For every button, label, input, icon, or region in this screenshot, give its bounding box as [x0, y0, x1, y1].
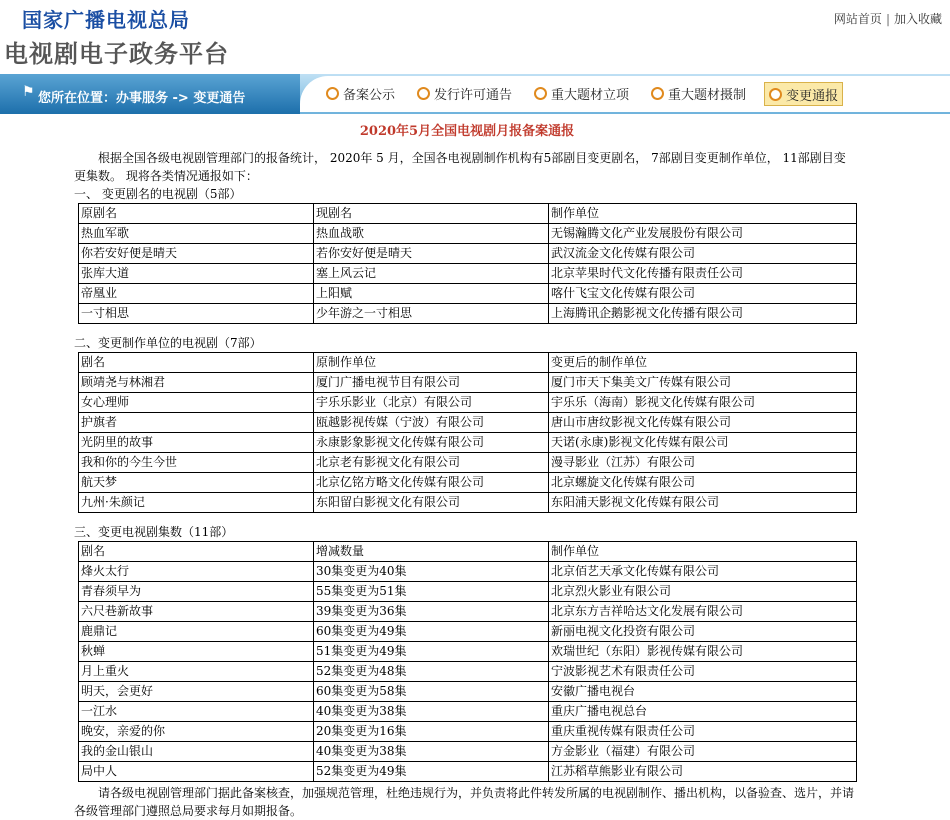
table-cell: 明天，会更好: [79, 682, 314, 702]
table-cell: 烽火太行: [79, 562, 314, 582]
table-cell: 北京佰艺天承文化传媒有限公司: [549, 562, 857, 582]
breadcrumb: [0, 74, 300, 114]
table-cell: 喀什飞宝文化传媒有限公司: [549, 284, 857, 304]
table-cell: 55集变更为51集: [314, 582, 549, 602]
table-cell: 帝凰业: [79, 284, 314, 304]
table-cell: 航天梦: [79, 473, 314, 493]
table-cell: 局中人: [79, 762, 314, 782]
table-cell: 40集变更为38集: [314, 742, 549, 762]
table-cell: 宇乐乐（海南）影视文化传媒有限公司: [549, 393, 857, 413]
table-cell: 护旗者: [79, 413, 314, 433]
table-cell: 张库大道: [79, 264, 314, 284]
table-header-cell: 剧名: [79, 353, 314, 373]
table-cell: 安徽广播电视台: [549, 682, 857, 702]
table-row: [79, 264, 857, 284]
table-cell: 60集变更为49集: [314, 622, 549, 642]
tab-major-project-filming[interactable]: [647, 82, 750, 104]
flag-icon: ⚑: [22, 84, 35, 100]
table-cell: 若你安好便是晴天: [314, 244, 549, 264]
table-cell: 我和你的今生今世: [79, 453, 314, 473]
table-cell: 北京烈火影业有限公司: [549, 582, 857, 602]
table-row: [79, 373, 857, 393]
table-row: [79, 722, 857, 742]
table-cell: 52集变更为49集: [314, 762, 549, 782]
link-separator: |: [885, 12, 890, 26]
table-cell: 东阳浦天影视文化传媒有限公司: [549, 493, 857, 513]
table-row: [79, 304, 857, 324]
table-cell: 少年游之一寸相思: [314, 304, 549, 324]
section-3-title: 三、变更电视剧集数（11部）: [74, 525, 234, 539]
table-cell: 天诺(永康)影视文化传媒有限公司: [549, 433, 857, 453]
table-row: [79, 642, 857, 662]
tab-label: 重大题材立项: [551, 87, 630, 103]
table-header-cell: 制作单位: [549, 542, 857, 562]
site-header: [0, 0, 950, 74]
table-cell: 北京螺旋文化传媒有限公司: [549, 473, 857, 493]
table-cell: 东阳留白影视文化有限公司: [314, 493, 549, 513]
circle-bullet-icon: [417, 87, 430, 100]
episode-change-table: [78, 541, 857, 782]
table-header-cell: 增减数量: [314, 542, 549, 562]
table-cell: 六尺巷新故事: [79, 602, 314, 622]
table-cell: 九州·朱颜记: [79, 493, 314, 513]
table-cell: 晚安，亲爱的你: [79, 722, 314, 742]
table-cell: 52集变更为48集: [314, 662, 549, 682]
platform-title: 电视剧电子政务平台: [4, 40, 229, 68]
table-row: [79, 622, 857, 642]
table-cell: 北京苹果时代文化传播有限责任公司: [549, 264, 857, 284]
table-row: [79, 453, 857, 473]
tab-distribution-license[interactable]: [413, 82, 516, 104]
table-cell: 上阳赋: [314, 284, 549, 304]
location-text: 您所在位置：办事服务 -> 变更通告: [38, 91, 246, 106]
top-links: [834, 10, 942, 27]
circle-bullet-icon: [651, 87, 664, 100]
table-cell: 武汉流金文化传媒有限公司: [549, 244, 857, 264]
table-row: [79, 284, 857, 304]
table-row: [79, 224, 857, 244]
table-cell: 30集变更为40集: [314, 562, 549, 582]
tab-filing-notice[interactable]: [322, 82, 399, 104]
table-cell: 漫寻影业（江苏）有限公司: [549, 453, 857, 473]
table-cell: 鹿鼎记: [79, 622, 314, 642]
table-cell: 39集变更为36集: [314, 602, 549, 622]
table-header-row: [79, 204, 857, 224]
table-cell: 欢瑞世纪（东阳）影视传媒有限公司: [549, 642, 857, 662]
table-cell: 北京老有影视文化有限公司: [314, 453, 549, 473]
table-row: [79, 562, 857, 582]
table-cell: 青春须早为: [79, 582, 314, 602]
table-cell: 唐山市唐纹影视文化传媒有限公司: [549, 413, 857, 433]
table-cell: 热血战歌: [314, 224, 549, 244]
rename-table: [78, 203, 857, 324]
table-cell: 厦门广播电视节目有限公司: [314, 373, 549, 393]
table-cell: 顾靖尧与林湘君: [79, 373, 314, 393]
table-cell: 光阴里的故事: [79, 433, 314, 453]
table-cell: 60集变更为58集: [314, 682, 549, 702]
table-cell: 秋蝉: [79, 642, 314, 662]
table-row: [79, 393, 857, 413]
tab-label: 备案公示: [343, 87, 396, 103]
table-cell: 宇乐乐影业（北京）有限公司: [314, 393, 549, 413]
document-title: 2020年5月全国电视剧月报备案通报: [359, 124, 575, 139]
table-row: [79, 413, 857, 433]
table-cell: 北京东方吉祥哈达文化发展有限公司: [549, 602, 857, 622]
table-header-cell: 现剧名: [314, 204, 549, 224]
add-favorite-link[interactable]: 加入收藏: [893, 12, 942, 26]
home-link[interactable]: 网站首页: [833, 12, 882, 26]
table-cell: 热血军歌: [79, 224, 314, 244]
table-cell: 上海腾讯企鹅影视文化传播有限公司: [549, 304, 857, 324]
table-cell: 重庆重视传媒有限责任公司: [549, 722, 857, 742]
table-row: [79, 762, 857, 782]
table-header-cell: 制作单位: [549, 204, 857, 224]
table-cell: 我的金山银山: [79, 742, 314, 762]
table-row: [79, 602, 857, 622]
nav-bar: [0, 74, 950, 114]
table-cell: 一江水: [79, 702, 314, 722]
table-cell: 一寸相思: [79, 304, 314, 324]
table-cell: 你若安好便是晴天: [79, 244, 314, 264]
table-row: [79, 582, 857, 602]
table-cell: 方金影业（福建）有限公司: [549, 742, 857, 762]
table-header-row: [79, 353, 857, 373]
table-cell: 女心理师: [79, 393, 314, 413]
tab-label: 变更通报: [786, 88, 839, 104]
table-row: [79, 662, 857, 682]
main-content: [0, 120, 950, 820]
table-cell: 月上重火: [79, 662, 314, 682]
tab-major-project-approval[interactable]: [530, 82, 633, 104]
producer-change-table: [78, 352, 857, 513]
closing-paragraph: 请各级电视剧管理部门据此备案核查，加强规范管理，杜绝违规行为，并负责将此件转发所属的电视剧制作、播出机构，以备验查、选片，并请各级管理部门遵照总局要求每月如期报备。: [74, 786, 855, 818]
tab-change-report[interactable]: [764, 82, 843, 106]
tab-bar: [300, 76, 950, 112]
table-row: [79, 433, 857, 453]
section-2-title: 二、变更制作单位的电视剧（7部）: [74, 336, 262, 350]
table-row: [79, 244, 857, 264]
table-row: [79, 682, 857, 702]
table-cell: 北京亿铭方略文化传媒有限公司: [314, 473, 549, 493]
table-header-cell: 剧名: [79, 542, 314, 562]
table-cell: 重庆广播电视总台: [549, 702, 857, 722]
table-cell: 40集变更为38集: [314, 702, 549, 722]
tab-label: 发行许可通告: [434, 87, 513, 103]
table-cell: 20集变更为16集: [314, 722, 549, 742]
table-cell: 宁波影视艺术有限责任公司: [549, 662, 857, 682]
table-row: [79, 493, 857, 513]
table-cell: 瓯越影视传媒（宁波）有限公司: [314, 413, 549, 433]
tab-label: 重大题材摄制: [668, 87, 747, 103]
table-header-cell: 原剧名: [79, 204, 314, 224]
table-cell: 新丽电视文化投资有限公司: [549, 622, 857, 642]
table-cell: 塞上风云记: [314, 264, 549, 284]
table-header-cell: 变更后的制作单位: [549, 353, 857, 373]
table-cell: 51集变更为49集: [314, 642, 549, 662]
table-header-row: [79, 542, 857, 562]
table-cell: 江苏稻草熊影业有限公司: [549, 762, 857, 782]
table-header-cell: 原制作单位: [314, 353, 549, 373]
table-cell: 厦门市天下集美文广传媒有限公司: [549, 373, 857, 393]
table-row: [79, 702, 857, 722]
table-cell: 永康影象影视文化传媒有限公司: [314, 433, 549, 453]
circle-bullet-icon: [326, 87, 339, 100]
section-1-title: 一、 变更剧名的电视剧（5部）: [74, 187, 242, 201]
table-row: [79, 473, 857, 493]
table-cell: 无锡瀚腾文化产业发展股份有限公司: [549, 224, 857, 244]
circle-bullet-icon: [534, 87, 547, 100]
site-title[interactable]: 国家广播电视总局: [22, 8, 190, 32]
table-row: [79, 742, 857, 762]
circle-bullet-icon: [769, 88, 782, 101]
intro-paragraph: 根据全国各级电视剧管理部门的报备统计， 2020年 5 月，全国各电视剧制作机构有5部剧目变更剧名， 7部剧目变更制作单位， 11部剧目变更集数。 现将各类情况通报如下：: [74, 151, 846, 183]
